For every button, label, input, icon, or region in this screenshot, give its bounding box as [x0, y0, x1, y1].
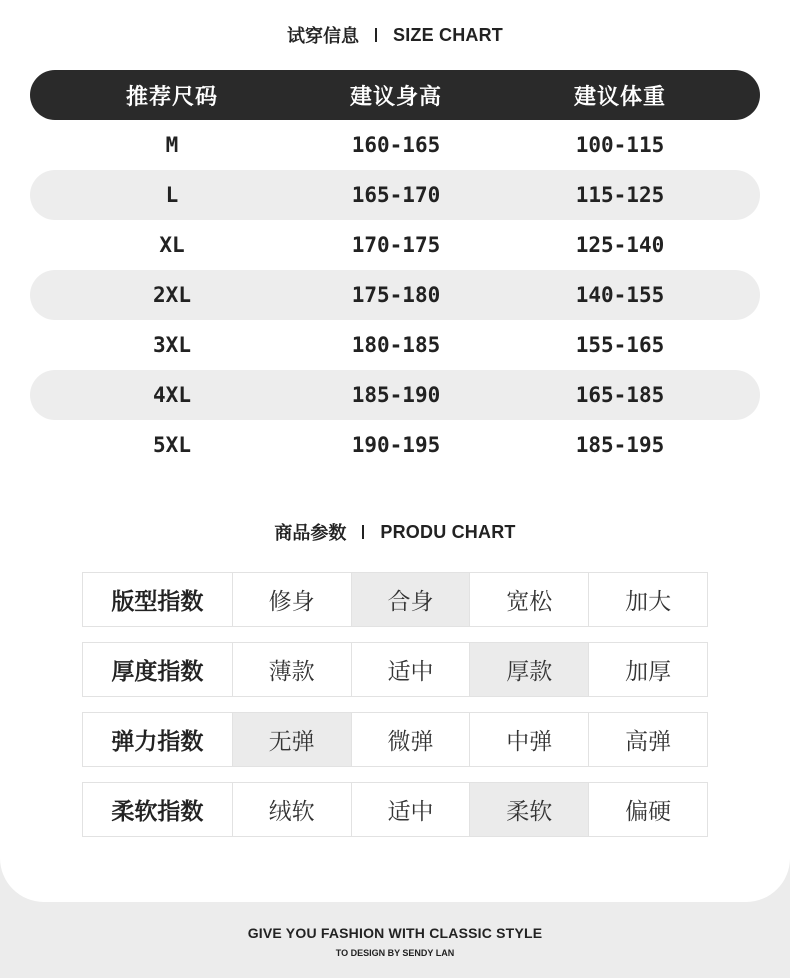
size-chart-title-en: SIZE CHART	[393, 24, 503, 45]
param-label: 柔软指数	[111, 799, 204, 825]
table-row	[30, 220, 760, 270]
header-size: 推荐尺码	[125, 84, 218, 110]
header-weight: 建议体重	[573, 84, 666, 110]
param-label: 版型指数	[111, 589, 204, 615]
param-row-fit	[82, 572, 708, 627]
height-cell: 180-185	[351, 333, 441, 357]
size-cell: 2XL	[153, 283, 191, 307]
param-option: 薄款	[232, 643, 351, 696]
height-cell: 170-175	[351, 233, 441, 257]
weight-cell: 185-195	[575, 433, 665, 457]
weight-cell: 100-115	[575, 133, 665, 157]
param-row-softness	[82, 782, 708, 837]
param-option: 宽松	[469, 573, 588, 626]
param-option: 中弹	[469, 713, 588, 766]
size-cell: XL	[159, 233, 185, 257]
param-option-selected: 柔软	[469, 783, 588, 836]
heading-separator	[362, 525, 364, 539]
size-cell: L	[165, 183, 179, 207]
param-option-selected: 厚款	[469, 643, 588, 696]
weight-cell: 155-165	[575, 333, 665, 357]
weight-cell: 140-155	[575, 283, 665, 307]
weight-cell: 115-125	[575, 183, 665, 207]
size-table-header	[30, 70, 760, 120]
footer-slogan: GIVE YOU FASHION WITH CLASSIC STYLE	[247, 925, 543, 941]
param-option-selected: 无弹	[232, 713, 351, 766]
height-cell: 160-165	[351, 133, 441, 157]
size-cell: 3XL	[153, 333, 191, 357]
height-cell: 165-170	[351, 183, 441, 207]
param-label: 弹力指数	[111, 729, 204, 755]
weight-cell: 165-185	[575, 383, 665, 407]
height-cell: 190-195	[351, 433, 441, 457]
footer-credit: TO DESIGN BY SENDY LAN	[335, 948, 455, 958]
size-chart-heading	[0, 23, 790, 47]
param-option: 适中	[351, 643, 470, 696]
param-row-thickness	[82, 642, 708, 697]
product-chart-title-cn: 商品参数	[274, 523, 347, 544]
table-row	[30, 270, 760, 320]
table-row	[30, 120, 760, 170]
param-option: 适中	[351, 783, 470, 836]
param-option: 绒软	[232, 783, 351, 836]
param-option: 加厚	[588, 643, 707, 696]
param-option: 微弹	[351, 713, 470, 766]
table-row	[30, 170, 760, 220]
product-chart-heading	[0, 520, 790, 544]
param-option-selected: 合身	[351, 573, 470, 626]
weight-cell: 125-140	[575, 233, 665, 257]
table-row	[30, 370, 760, 420]
header-height: 建议身高	[349, 84, 442, 110]
param-row-elasticity	[82, 712, 708, 767]
size-cell: 5XL	[153, 433, 191, 457]
param-option: 修身	[232, 573, 351, 626]
param-option: 加大	[588, 573, 707, 626]
product-chart-title-en: PRODU CHART	[380, 521, 516, 542]
param-option: 高弹	[588, 713, 707, 766]
size-cell: 4XL	[153, 383, 191, 407]
heading-separator	[375, 28, 377, 42]
height-cell: 175-180	[351, 283, 441, 307]
size-cell: M	[165, 133, 179, 157]
height-cell: 185-190	[351, 383, 441, 407]
table-row	[30, 320, 760, 370]
table-row	[30, 420, 760, 470]
param-option: 偏硬	[588, 783, 707, 836]
param-label: 厚度指数	[111, 659, 204, 685]
size-chart-title-cn: 试穿信息	[287, 26, 359, 47]
